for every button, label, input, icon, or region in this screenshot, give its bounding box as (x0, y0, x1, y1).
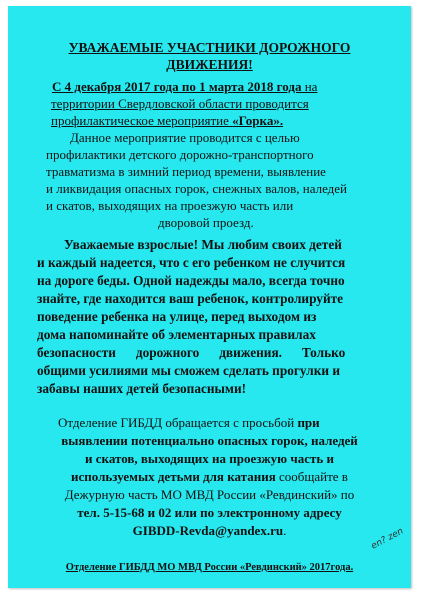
intro-line-8: и скатов, выходящих на проезжую часть или (46, 198, 294, 213)
title-line-1: УВАЖАЕМЫЕ УЧАСТНИКИ ДОРОЖНОГО (68, 40, 351, 55)
intro-line-4: Данное мероприятие проводится с целью (70, 130, 300, 145)
request-line-6: тел. 5-15-68 и 02 или по электронному адресу (77, 505, 342, 520)
appeal-line-7: безопасности дорожного движения. Только (37, 345, 346, 360)
intro-line-1: С 4 декабря 2017 года по 1 марта 2018 года на (52, 79, 318, 94)
intro-line-9: дворовой проезд. (158, 215, 254, 230)
request-line-7: GIBDD-Revda@yandex.ru. (132, 523, 287, 538)
handwritten-stamp: en? zen (369, 526, 406, 552)
intro-line-5: профилактики детского дорожно-транспортного (46, 147, 314, 162)
appeal-line-9: забавы наших детей безопасными! (37, 381, 247, 396)
intro-line-6: травматизма в зимний период времени, выявление (46, 164, 326, 179)
appeal-line-1: Уважаемые взрослые! Мы любим своих детей (64, 237, 342, 252)
intro-line-7: и ликвидация опасных горок, снежных валов, наледей (46, 181, 348, 196)
flyer-sheet (8, 6, 411, 588)
request-line-3: и скатов, выходящих на проезжую часть и (85, 451, 334, 466)
appeal-line-3: на дороге беды. Одной надежды мало, всегда точно (37, 273, 345, 288)
title-line-2: ДВИЖЕНИЯ! (166, 57, 253, 72)
appeal-line-2: и каждый надеется, что с его ребенком не случится (37, 255, 346, 270)
request-line-5: Дежурную часть МО МВД России «Ревдинский» по (64, 487, 355, 502)
request-line-1: Отделение ГИБДД обращается с просьбой при (58, 415, 320, 430)
intro-line-3: профилактическое мероприятие «Горка». (51, 113, 284, 128)
appeal-line-4: знайте, где находится ваш ребенок, контролируйте (37, 291, 344, 306)
request-line-4: используемых детьми для катания сообщайте в (71, 469, 348, 484)
appeal-line-8: общими усилиями мы сможем сделать прогулки и (37, 363, 341, 378)
appeal-line-6: дома напоминайте об элементарных правилах (37, 327, 316, 342)
intro-line-2: территории Свердловской области проводится (51, 96, 309, 111)
footer-signature: Отделение ГИБДД МО МВД России «Ревдинский» 2017года. (65, 562, 354, 573)
request-line-2: выявлении потенциально опасных горок, наледей (61, 433, 358, 448)
appeal-line-5: поведение ребенка на улице, перед выходом из (37, 309, 317, 324)
